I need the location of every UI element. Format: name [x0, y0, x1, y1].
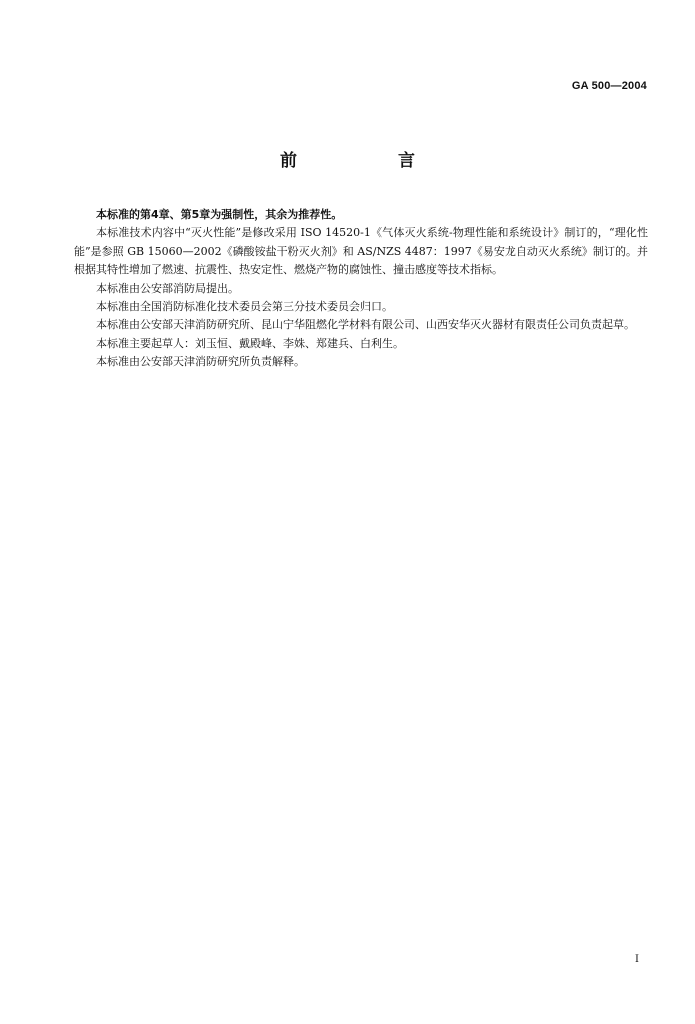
paragraph-mandatory-chapters: 本标准的第4章、第5章为强制性，其余为推荐性。 — [96, 208, 343, 221]
standard-code: GA 500—2004 — [571, 80, 647, 92]
paragraph-interpretation: 本标准由公安部天津消防研究所负责解释。 — [96, 355, 305, 369]
paragraph-committee: 本标准由全国消防标准化技术委员会第三分技术委员会归口。 — [96, 300, 393, 314]
page-number: I — [635, 954, 639, 965]
foreword-body — [74, 206, 648, 372]
paragraph-proposer: 本标准由公安部消防局提出。 — [96, 281, 239, 295]
paragraph-technical-content: 本标准技术内容中“灭火性能”是修改采用 ISO 14520-1《气体灭火系统-物理性能和系统设计》制订的，“理化性能”是参照 GB 15060—2002《磷酸铵盐干粉灭火剂》和 AS/NZS 4487：1997《易安龙自动灭火系统》制订的。并根据其特性增加了燃速、抗震性、热安定性、燃烧产物的腐蚀性、撞击感度等技术指标。 — [74, 226, 648, 277]
page-title: 前 言 — [280, 151, 457, 171]
paragraph-drafters: 本标准主要起草人：刘玉恒、戴殿峰、李姝、郑建兵、白利生。 — [96, 336, 404, 350]
paragraph-drafting-units: 本标准由公安部天津消防研究所、昆山宁华阻燃化学材料有限公司、山西安华灭火器材有限责任公司负责起草。 — [96, 318, 635, 332]
